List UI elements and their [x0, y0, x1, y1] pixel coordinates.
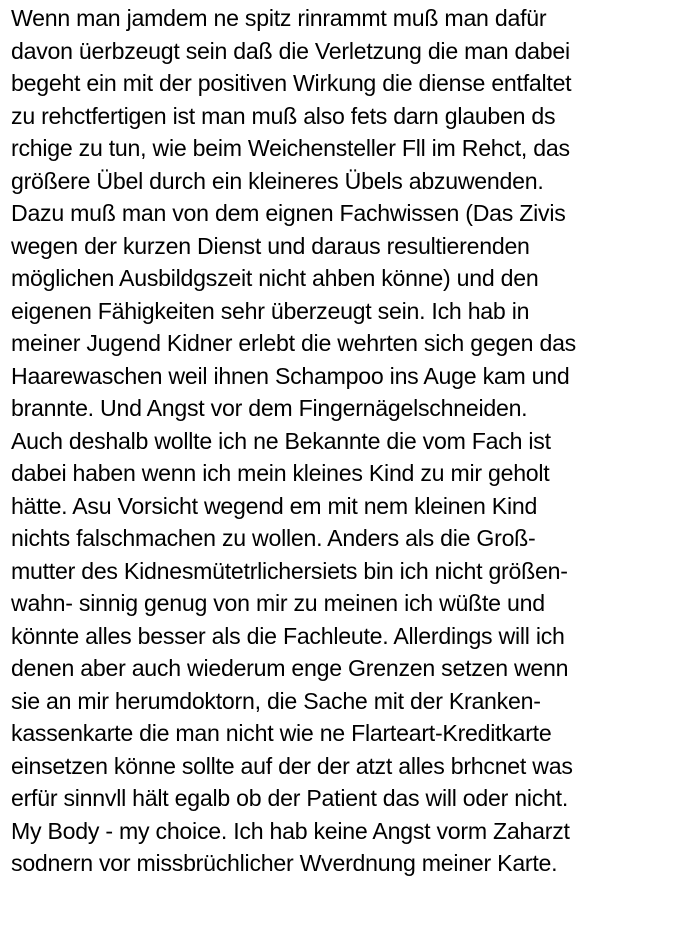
text-line: eigenen Fähigkeiten sehr überzeugt sein. Ich hab in: [11, 297, 530, 324]
text-line: Wenn man jamdem ne spitz rinrammt muß man dafür: [11, 5, 547, 31]
text-line: Auch deshalb wollte ich ne Bekannte die vom Fach ist: [11, 427, 551, 454]
text-line: größere Übel durch ein kleineres Übels abzuwenden.: [11, 167, 544, 194]
text-line: Dazu muß man von dem eignen Fachwissen (Das Zivis: [11, 200, 566, 226]
text-line: nichts falschmachen zu wollen. Anders als die Groß-: [11, 525, 536, 551]
text-line: My Body - my choice. Ich hab keine Angst vorm Zaharzt: [11, 817, 570, 844]
text-line: sodnern vor missbrüchlicher Wverdnung meiner Karte.: [11, 850, 558, 876]
text-line: mutter des Kidnesmütetrlichersiets bin ich nicht größen-: [11, 557, 568, 584]
text-line: dabei haben wenn ich mein kleines Kind zu mir geholt: [11, 460, 550, 486]
text-line: denen aber auch wiederum enge Grenzen setzen wenn: [11, 655, 569, 681]
text-line: kassenkarte die man nicht wie ne Flarteart-Kreditkarte: [11, 720, 552, 746]
text-line: möglichen Ausbildgszeit nicht ahben könne) und den: [11, 265, 539, 291]
text-line: sie an mir herumdoktorn, die Sache mit der Kranken-: [11, 687, 541, 714]
text-line: Haarewaschen weil ihnen Schampoo ins Auge kam und: [11, 362, 570, 389]
text-line: wahn- sinnig genug von mir zu meinen ich wüßte und: [11, 590, 545, 616]
text-line: zu rehctfertigen ist man muß also fets darn glauben ds: [11, 102, 556, 129]
text-line: hätte. Asu Vorsicht wegend em mit nem kleinen Kind: [11, 492, 538, 519]
text-line: begeht ein mit der positiven Wirkung die diense entfaltet: [11, 70, 572, 96]
text-line: einsetzen könne sollte auf der der atzt alles brhcnet was: [11, 752, 573, 779]
text-line: davon üerbzeugt sein daß die Verletzung die man dabei: [11, 37, 570, 64]
body-text: [11, 2, 681, 880]
text-line: erfür sinnvll hält egalb ob der Patient das will oder nicht.: [11, 785, 569, 811]
text-line: könnte alles besser als die Fachleute. Allerdings will ich: [11, 622, 565, 649]
text-line: brannte. Und Angst vor dem Fingernägelschneiden.: [11, 395, 528, 421]
text-line: rchige zu tun, wie beim Weichensteller Fll im Rehct, das: [11, 135, 570, 161]
text-line: meiner Jugend Kidner erlebt die wehrten sich gegen das: [11, 330, 576, 356]
text-line: wegen der kurzen Dienst und daraus resultierenden: [11, 232, 530, 259]
